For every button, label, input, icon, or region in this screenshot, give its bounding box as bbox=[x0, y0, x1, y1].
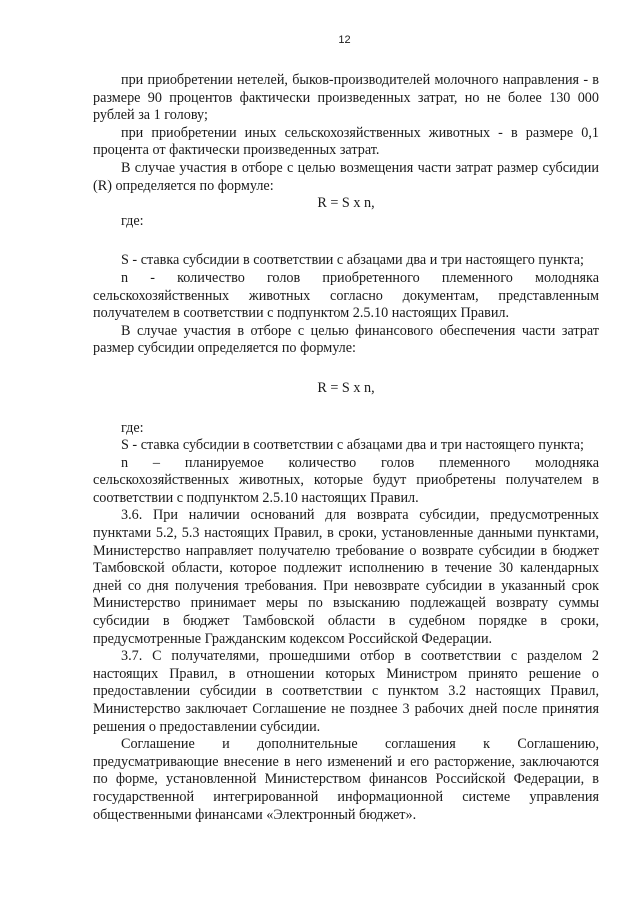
clause-3-7: 3.7. С получателями, прошедшими отбор в соответствии с разделом 2 настоящих Правил, в отношении которых Министром принято решение о предоставлении субсидии в соответствии с пунктом 3.2 настоящих Правил, Министерство заключает Соглашение не позднее 3 рабочих дней после принятия решения о предоставлении субсидии. bbox=[93, 648, 599, 735]
document-page bbox=[93, 34, 599, 824]
where-label-2: где: bbox=[121, 419, 144, 436]
paragraph-agreements: Соглашение и дополнительные соглашения к Соглашению, предусматривающие внесение в него изменений и его расторжение, заключаются по форме, установленной Министерством финансов Российской Федерации, в государственной интегрированной информационной системе управления общественными финансами «Электронный бюджет». bbox=[93, 736, 599, 823]
clause-3-6: 3.6. При наличии оснований для возврата субсидии, предусмотренных пунктами 5.2, 5.3 настоящих Правил, в сроки, установленные данными пунктами, Министерство направляет получателю требование о возврате субсидии в бюджет Тамбовской области, которое подлежит исполнению в течение 30 календарных дней со дня получения требования. При невозврате субсидии в указанный срок Министерство принимает меры по взысканию подлежащей возврату суммы субсидии в бюджет Тамбовской области в судебном порядке в сроки, предусмотренные Гражданским кодексом Российской Федерации. bbox=[93, 507, 599, 647]
where-label: где: bbox=[121, 212, 144, 229]
formula-financing: R = S x n, bbox=[317, 379, 375, 396]
paragraph-heifers-rate: при приобретении нетелей, быков-производителей молочного направления - в размере 90 процентов фактически произведенных затрат, но не более 130 000 рублей за 1 голову; bbox=[93, 72, 599, 124]
definition-n-2: n – планируемое количество голов племенного молодняка сельскохозяйственных животных, которые будут приобретены получателем в соответствии с подпунктом 2.5.10 настоящих Правил. bbox=[93, 454, 599, 506]
page-number: 12 bbox=[338, 34, 351, 46]
definition-s-2: S - ставка субсидии в соответствии с абзацами два и три настоящего пункта; bbox=[121, 437, 584, 454]
paragraph-other-animals-rate: при приобретении иных сельскохозяйственных животных - в размере 0,1 процента от фактически произведенных затрат. bbox=[93, 124, 599, 159]
paragraph-reimbursement-intro: В случае участия в отборе с целью возмещения части затрат размер субсидии (R) определяется по формуле: bbox=[93, 159, 599, 194]
definition-n: n - количество голов приобретенного племенного молодняка сельскохозяйственных животных согласно документам, представленным получателем в соответствии с подпунктом 2.5.10 настоящих Правил. bbox=[93, 269, 599, 322]
paragraph-financing-intro: В случае участия в отборе с целью финансового обеспечения части затрат размер субсидии определяется по формуле: bbox=[93, 322, 599, 357]
definition-s: S - ставка субсидии в соответствии с абзацами два и три настоящего пункта; bbox=[121, 252, 584, 269]
formula-reimbursement: R = S x n, bbox=[317, 195, 375, 212]
